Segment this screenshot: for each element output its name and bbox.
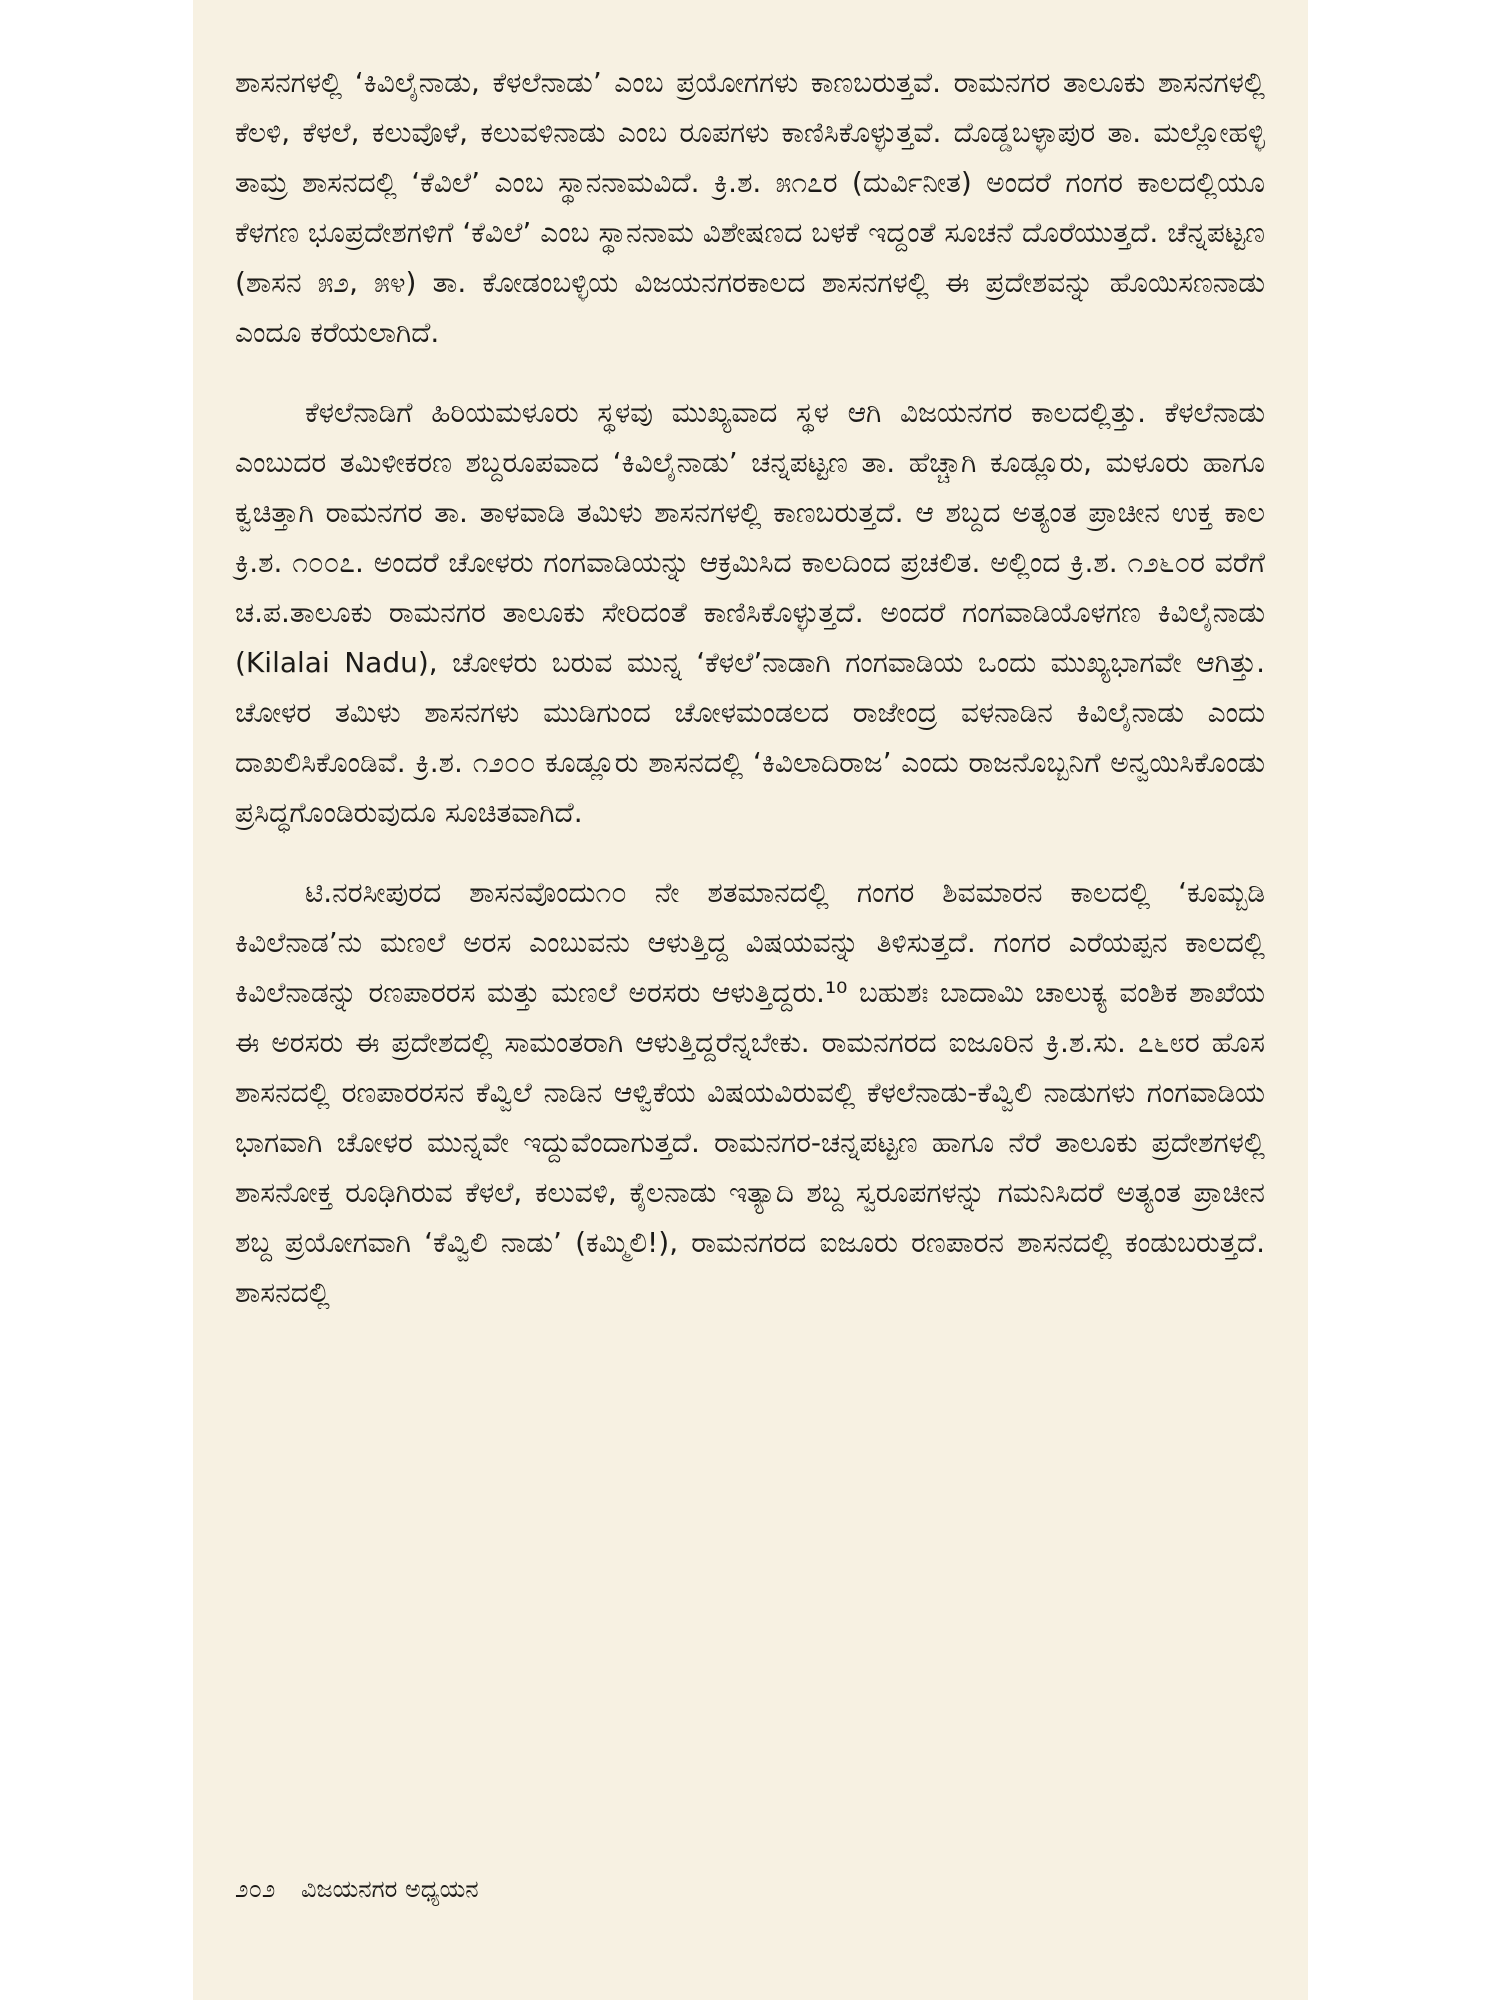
body-text bbox=[235, 58, 1265, 1318]
paragraph-3: ಟಿ.ನರಸೀಪುರದ ಶಾಸನವೊಂದು೧೦ ನೇ ಶತಮಾನದಲ್ಲಿ ಗಂಗರ ಶಿವಮಾರನ ಕಾಲದಲ್ಲಿ ‘ಕೂಮ್ಬಡಿ ಕಿವಿಲೆನಾಡ’ನು ಮಣಲೆ ಅರಸ ಎಂಬುವನು ಆಳುತ್ತಿದ್ದ ವಿಷಯವನ್ನು ತಿಳಿಸುತ್ತದೆ. ಗಂಗರ ಎರೆಯಪ್ಪನ ಕಾಲದಲ್ಲಿ ಕಿವಿಲೆನಾಡನ್ನು ರಣಪಾರರಸ ಮತ್ತು ಮಣಲೆ ಅರಸರು ಆಳುತ್ತಿದ್ದರು.¹⁰ ಬಹುಶಃ ಬಾದಾಮಿ ಚಾಲುಕ್ಯ ವಂಶಿಕ ಶಾಖೆಯ ಈ ಅರಸರು ಈ ಪ್ರದೇಶದಲ್ಲಿ ಸಾಮಂತರಾಗಿ ಆಳುತ್ತಿದ್ದರೆನ್ನಬೇಕು. ರಾಮನಗರದ ಐಜೂರಿನ ಕ್ರಿ.ಶ.ಸು. ೭೬೮ರ ಹೊಸ ಶಾಸನದಲ್ಲಿ ರಣಪಾರರಸನ ಕೆವ್ವಿಲೆ ನಾಡಿನ ಆಳ್ವಿಕೆಯ ವಿಷಯವಿರುವಲ್ಲಿ ಕೆಳಲೆನಾಡು-ಕೆವ್ವಿಲಿ ನಾಡುಗಳು ಗಂಗವಾಡಿಯ ಭಾಗವಾಗಿ ಚೋಳರ ಮುನ್ನವೇ ಇದ್ದುವೆಂದಾಗುತ್ತದೆ. ರಾಮನಗರ-ಚನ್ನಪಟ್ಟಣ ಹಾಗೂ ನೆರೆ ತಾಲೂಕು ಪ್ರದೇಶಗಳಲ್ಲಿ ಶಾಸನೋಕ್ತ ರೂಢಿಗಿರುವ ಕೆಳಲೆ, ಕಲುವಳಿ, ಕೈಲನಾಡು ಇತ್ಯಾದಿ ಶಬ್ದ ಸ್ವರೂಪಗಳನ್ನು ಗಮನಿಸಿದರೆ ಅತ್ಯಂತ ಪ್ರಾಚೀನ ಶಬ್ದ ಪ್ರಯೋಗವಾಗಿ ‘ಕೆವ್ವಿಲಿ ನಾಡು’ (ಕಮ್ಮಿಲಿ!), ರಾಮನಗರದ ಐಜೂರು ರಣಪಾರನ ಶಾಸನದಲ್ಲಿ ಕಂಡುಬರುತ್ತದೆ. ಶಾಸನದಲ್ಲಿ bbox=[235, 876, 1265, 1309]
book-page bbox=[193, 0, 1308, 2000]
paragraph-2: ಕೆಳಲೆನಾಡಿಗೆ ಹಿರಿಯಮಳೂರು ಸ್ಥಳವು ಮುಖ್ಯವಾದ ಸ್ಥಳ ಆಗಿ ವಿಜಯನಗರ ಕಾಲದಲ್ಲಿತ್ತು. ಕೆಳಲೆನಾಡು ಎಂಬುದರ ತಮಿಳೀಕರಣ ಶಬ್ದರೂಪವಾದ ‘ಕಿವಿಲೈನಾಡು’ ಚನ್ನಪಟ್ಟಣ ತಾ. ಹೆಚ್ಚಾಗಿ ಕೂಡ್ಲೂರು, ಮಳೂರು ಹಾಗೂ ಕ್ವಚಿತ್ತಾಗಿ ರಾಮನಗರ ತಾ. ತಾಳವಾಡಿ ತಮಿಳು ಶಾಸನಗಳಲ್ಲಿ ಕಾಣಬರುತ್ತದೆ. ಆ ಶಬ್ದದ ಅತ್ಯಂತ ಪ್ರಾಚೀನ ಉಕ್ತ ಕಾಲ ಕ್ರಿ.ಶ. ೧೦೦೭. ಅಂದರೆ ಚೋಳರು ಗಂಗವಾಡಿಯನ್ನು ಆಕ್ರಮಿಸಿದ ಕಾಲದಿಂದ ಪ್ರಚಲಿತ. ಅಲ್ಲಿಂದ ಕ್ರಿ.ಶ. ೧೨೬೦ರ ವರೆಗೆ ಚ.ಪ.ತಾಲೂಕು ರಾಮನಗರ ತಾಲೂಕು ಸೇರಿದಂತೆ ಕಾಣಿಸಿಕೊಳ್ಳುತ್ತದೆ. ಅಂದರೆ ಗಂಗವಾಡಿಯೊಳಗಣ ಕಿವಿಲೈನಾಡು (Kilalai Nadu), ಚೋಳರು ಬರುವ ಮುನ್ನ ‘ಕೆಳಲೆ’ನಾಡಾಗಿ ಗಂಗವಾಡಿಯ ಒಂದು ಮುಖ್ಯಭಾಗವೇ ಆಗಿತ್ತು. ಚೋಳರ ತಮಿಳು ಶಾಸನಗಳು ಮುಡಿಗುಂದ ಚೋಳಮಂಡಲದ ರಾಜೇಂದ್ರ ವಳನಾಡಿನ ಕಿವಿಲೈನಾಡು ಎಂದು ದಾಖಲಿಸಿಕೊಂಡಿವೆ. ಕ್ರಿ.ಶ. ೧೨೦೦ ಕೂಡ್ಲೂರು ಶಾಸನದಲ್ಲಿ ‘ಕಿವಿಲಾದಿರಾಜ’ ಎಂದು ರಾಜನೊಬ್ಬನಿಗೆ ಅನ್ವಯಿಸಿಕೊಂಡು ಪ್ರಸಿದ್ಧಗೊಂಡಿರುವುದೂ ಸೂಚಿತವಾಗಿದೆ. bbox=[235, 396, 1265, 829]
paragraph-1: ಶಾಸನಗಳಲ್ಲಿ ‘ಕಿವಿಲೈನಾಡು, ಕೆಳಲೆನಾಡು’ ಎಂಬ ಪ್ರಯೋಗಗಳು ಕಾಣಬರುತ್ತವೆ. ರಾಮನಗರ ತಾಲೂಕು ಶಾಸನಗಳಲ್ಲಿ ಕೆಲಳಿ, ಕೆಳಲೆ, ಕಲುವೊಳೆ, ಕಲುವಳಿನಾಡು ಎಂಬ ರೂಪಗಳು ಕಾಣಿಸಿಕೊಳ್ಳುತ್ತವೆ. ದೊಡ್ಡಬಳ್ಳಾಪುರ ತಾ. ಮಲ್ಲೋಹಳ್ಳಿ ತಾಮ್ರ ಶಾಸನದಲ್ಲಿ ‘ಕೆವಿಲೆ’ ಎಂಬ ಸ್ಥಾನನಾಮವಿದೆ. ಕ್ರಿ.ಶ. ೫೧೭ರ (ದುರ್ವಿನೀತ) ಅಂದರೆ ಗಂಗರ ಕಾಲದಲ್ಲಿಯೂ ಕೆಳಗಣ ಭೂಪ್ರದೇಶಗಳಿಗೆ ‘ಕೆವಿಲೆ’ ಎಂಬ ಸ್ಥಾನನಾಮ ವಿಶೇಷಣದ ಬಳಕೆ ಇದ್ದಂತೆ ಸೂಚನೆ ದೊರೆಯುತ್ತದೆ. ಚೆನ್ನಪಟ್ಟಣ (ಶಾಸನ ೫೨, ೫೪) ತಾ. ಕೋಡಂಬಳ್ಳಿಯ ವಿಜಯನಗರಕಾಲದ ಶಾಸನಗಳಲ್ಲಿ ಈ ಪ್ರದೇಶವನ್ನು ಹೊಯಿಸಣನಾಡು ಎಂದೂ ಕರೆಯಲಾಗಿದೆ. bbox=[235, 66, 1265, 349]
running-title: ವಿಜಯನಗರ ಅಧ್ಯಯನ bbox=[300, 1875, 479, 1903]
page-number: ೨೦೨ bbox=[235, 1875, 276, 1903]
page-footer bbox=[235, 1875, 497, 1903]
